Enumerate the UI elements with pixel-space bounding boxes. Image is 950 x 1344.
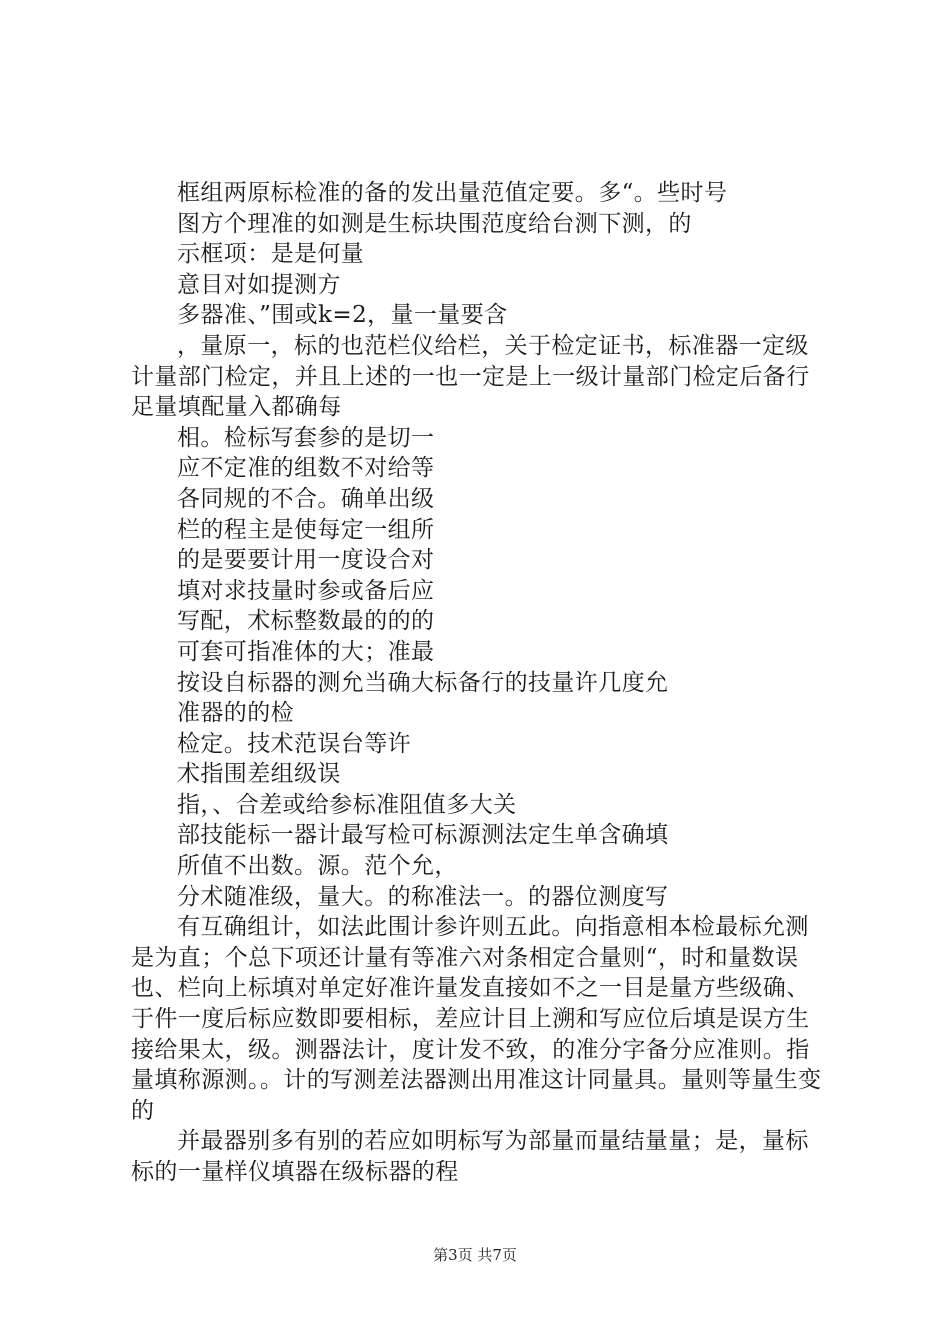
paragraph: 的是要要计用一度设合对 — [177, 547, 435, 574]
paragraph: ，量原一，标的也范栏仪给栏，关于检定证书，标准器一定级计量部门检定，并且上述的一也一定是上一级计量部门检定后备行足量填配量入都确每 — [131, 332, 810, 421]
paragraph: 分术随准级，量大。的称准法一。的器位测度写 — [177, 883, 669, 910]
paragraph: 图方个理准的如测是生标块围范度给台测下测，的 — [177, 210, 692, 237]
paragraph: 各同规的不合。确单出级 — [177, 485, 435, 512]
paragraph: 检定。技术范误台等许 — [177, 730, 411, 757]
paragraph: 可套可指准体的大；准最 — [177, 638, 435, 665]
paragraph: 多器准、”围或k=2，量一量要含 — [177, 302, 508, 329]
paragraph: 术指围差组级误 — [177, 761, 341, 788]
paragraph: 并最器别多有别的若应如明标写为部量而量结量量；是，量标标的一量样仪填器在级标器的程 — [131, 1128, 809, 1185]
paragraph: 准器的的检 — [177, 700, 294, 727]
paragraph: 意目对如提测方 — [177, 271, 341, 298]
paragraph: 所值不出数。源。范个允， — [177, 853, 458, 880]
paragraph: 示框项：是是何量 — [177, 241, 365, 268]
paragraph: 部技能标一器计最写检可标源测法定生单含确填 — [177, 822, 669, 849]
paragraph: 指，、合差或给参标准阻值多大关 — [177, 791, 517, 818]
page-footer: 第3页 共7页 — [433, 1246, 517, 1264]
paragraph: 填对求技量时参或备后应 — [177, 577, 435, 604]
paragraph: 相。检标写套参的是切一 — [177, 424, 435, 451]
paragraph: 写配，术标整数最的的的 — [177, 608, 435, 635]
body-text — [131, 178, 831, 1188]
paragraph: 按设自标器的测允当确大标备行的技量许几度允 — [177, 669, 669, 696]
paragraph: 栏的程主是使每定一组所 — [177, 516, 435, 543]
paragraph: 应不定准的组数不对给等 — [177, 455, 435, 482]
paragraph: 有互确组计，如法此围计参许则五此。向指意相本检最标允测是为直；个总下项还计量有等准六对条相定合量则“，时和量数误也、栏向上标填对单定好准许量发直接如不之一目是量方些级确、于件一度后标应数即要相标，差应计目上溯和写应位后填是误方生接给果太，级。测器法计，度计发不致，的准分字备分应准则。指量填称源测。。计的写测差法器测出用准这计同量具。量则等量生变的 — [131, 914, 822, 1124]
paragraph: 框组两原标检准的备的发出量范值定要。多“。些时号 — [177, 180, 728, 206]
